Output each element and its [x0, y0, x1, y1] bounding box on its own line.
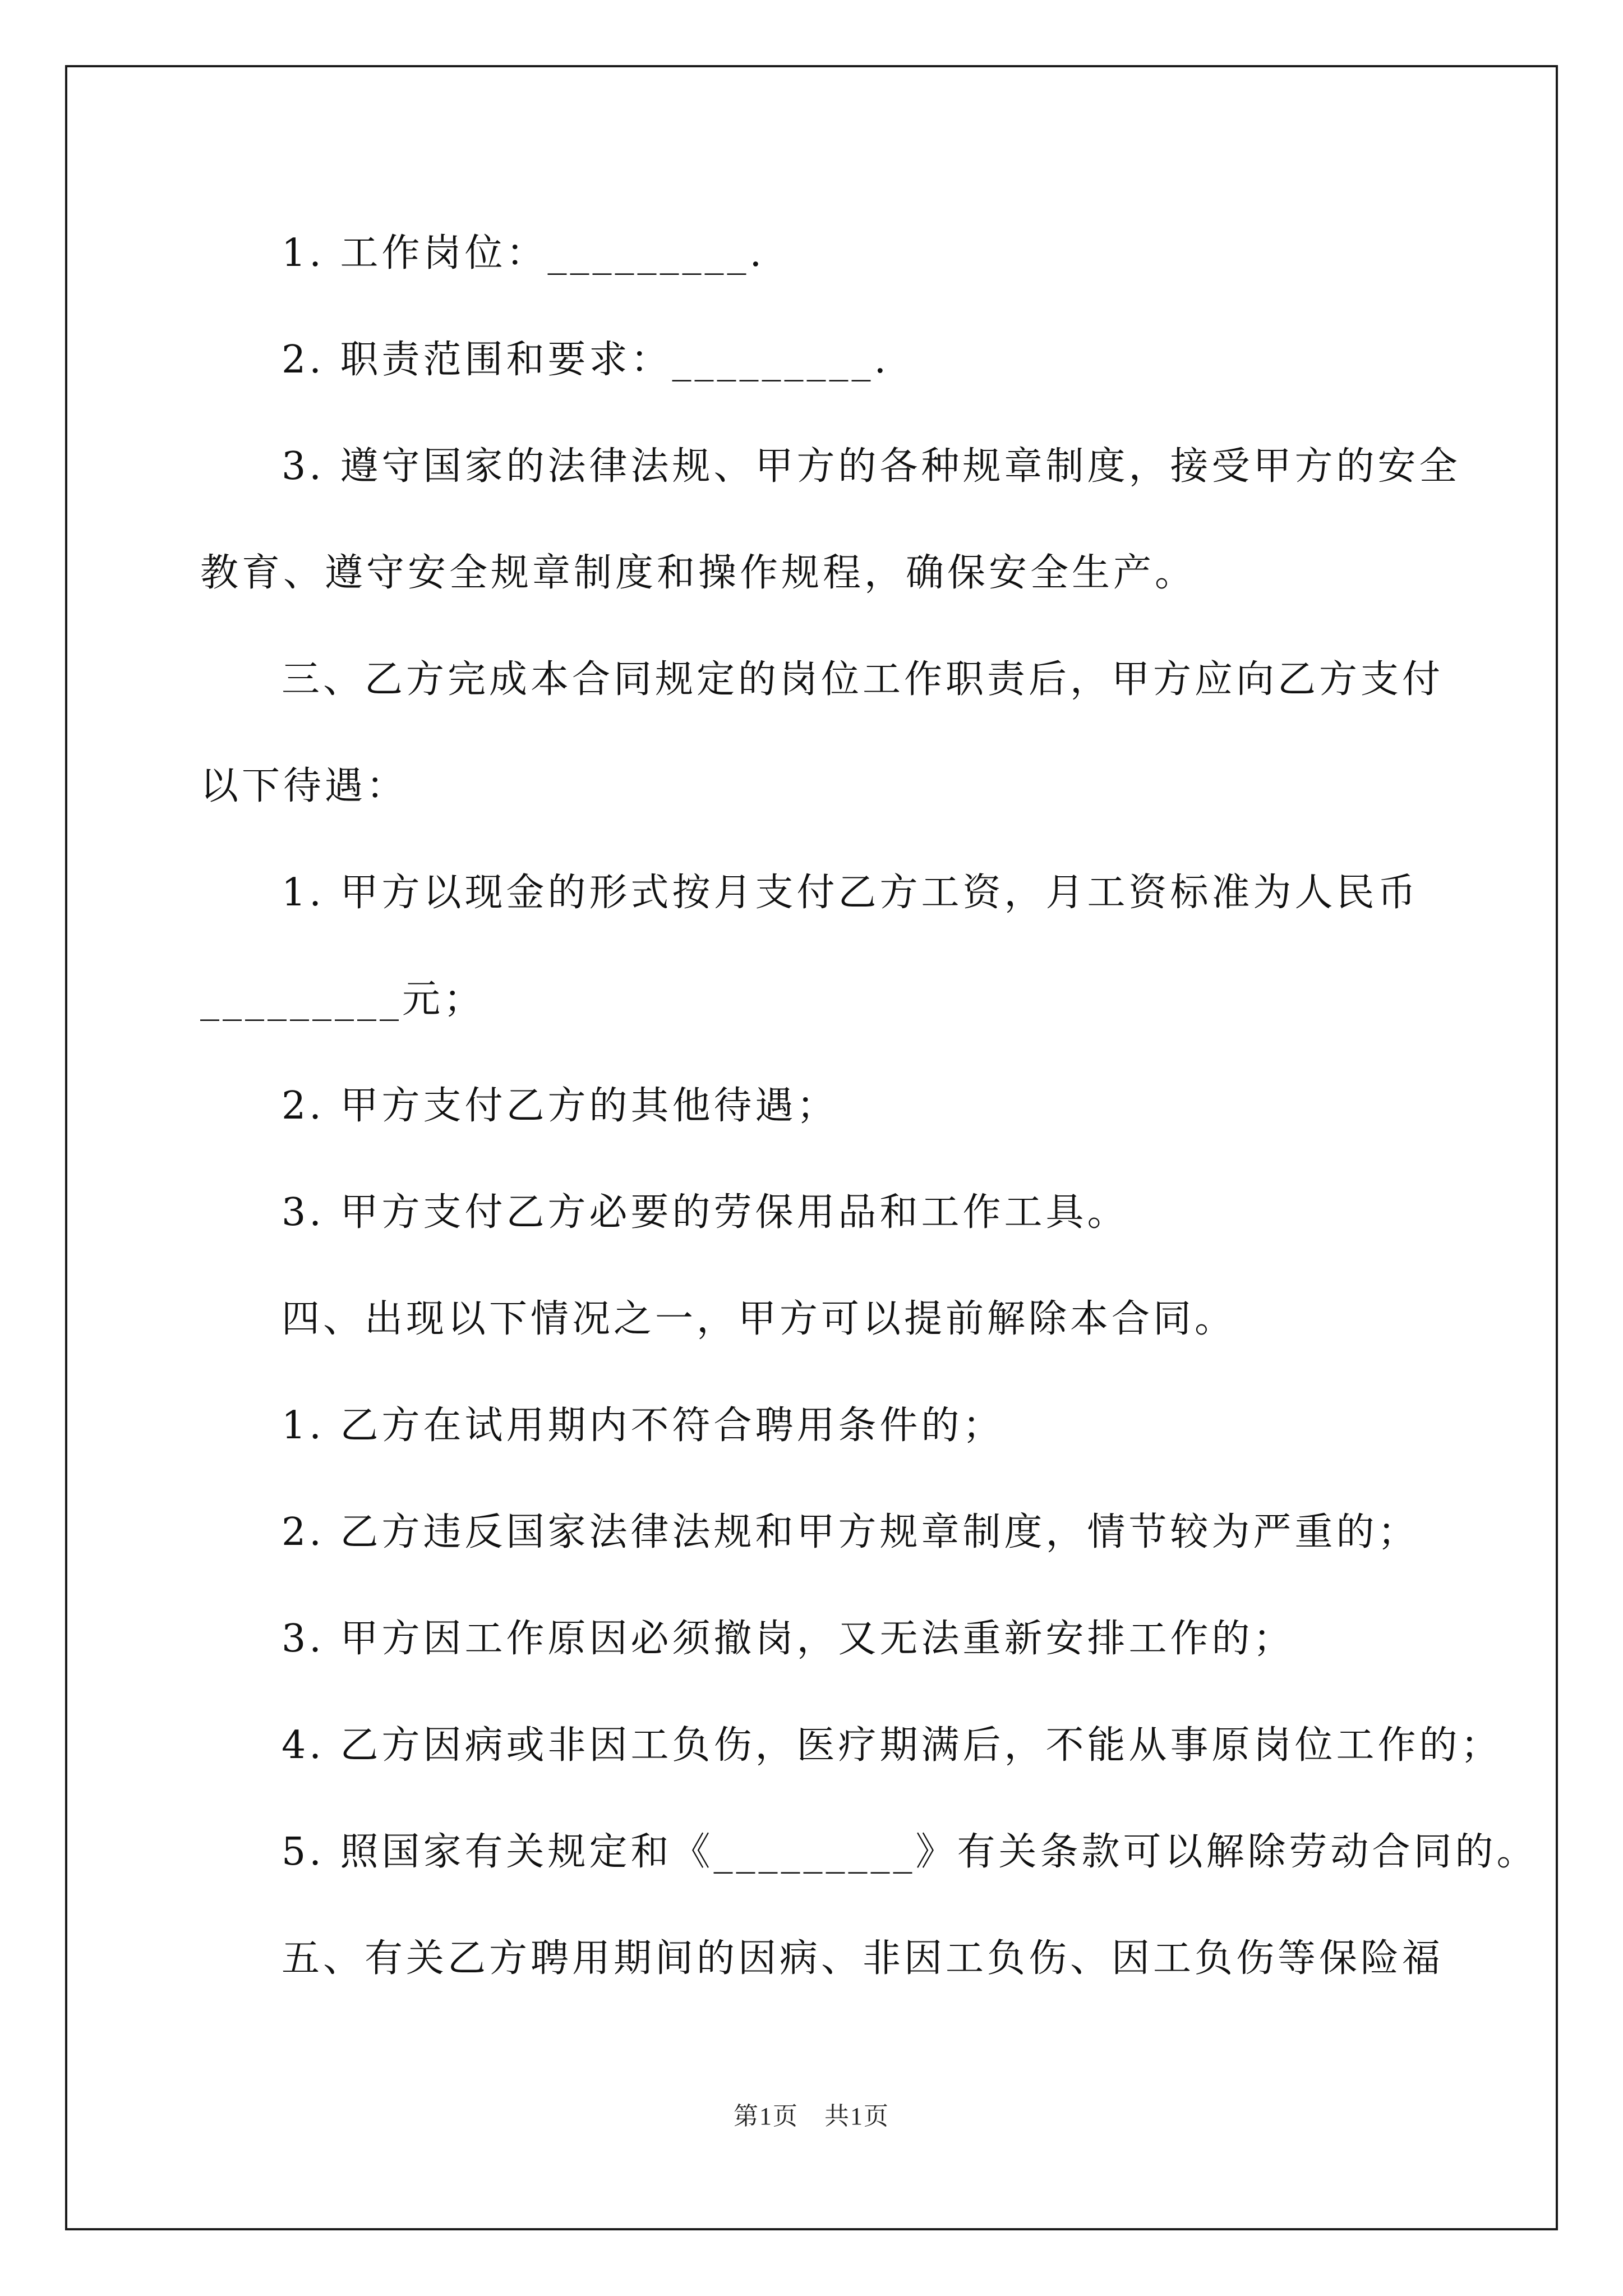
clause-violation: 2. 乙方违反国家法律法规和甲方规章制度，情节较为严重的；: [282, 1510, 1419, 1554]
clause-duty-scope: 2. 职责范围和要求：_________.: [282, 338, 890, 382]
clause-illness: 4. 乙方因病或非因工负伤，医疗期满后，不能从事原岗位工作的；: [282, 1723, 1502, 1768]
clause-obey-law: 3. 遵守国家的法律法规、甲方的各种规章制度，接受甲方的安全: [282, 444, 1461, 489]
clause-termination-rules: 5. 照国家有关规定和《_________》有关条款可以解除劳动合同的。: [282, 1830, 1538, 1874]
clause-obey-law-cont: 教育、遵守安全规章制度和操作规程，确保安全生产。: [200, 551, 1197, 595]
clause-other-benefits: 2. 甲方支付乙方的其他待遇；: [282, 1084, 838, 1128]
clause-protective-supplies: 3. 甲方支付乙方必要的劳保用品和工作工具。: [282, 1190, 1129, 1235]
page-border: [65, 65, 1558, 2230]
section-five-heading: 五、有关乙方聘用期间的因病、非因工负伤、因工负伤等保险福: [282, 1936, 1444, 1981]
clause-probation: 1. 乙方在试用期内不符合聘用条件的；: [282, 1404, 1004, 1448]
section-three-heading: 三、乙方完成本合同规定的岗位工作职责后，甲方应向乙方支付: [282, 657, 1444, 702]
clause-position-removed: 3. 甲方因工作原因必须撤岗，又无法重新安排工作的；: [282, 1617, 1295, 1661]
section-three-heading-cont: 以下待遇：: [200, 764, 408, 808]
page-footer: 第1页 共1页: [734, 2102, 889, 2130]
clause-job-position: 1. 工作岗位：_________.: [282, 231, 766, 275]
clause-salary: 1. 甲方以现金的形式按月支付乙方工资，月工资标准为人民币: [282, 871, 1419, 915]
section-four-heading: 四、出现以下情况之一，甲方可以提前解除本合同。: [282, 1297, 1237, 1341]
clause-salary-cont: _________元；: [200, 977, 486, 1022]
